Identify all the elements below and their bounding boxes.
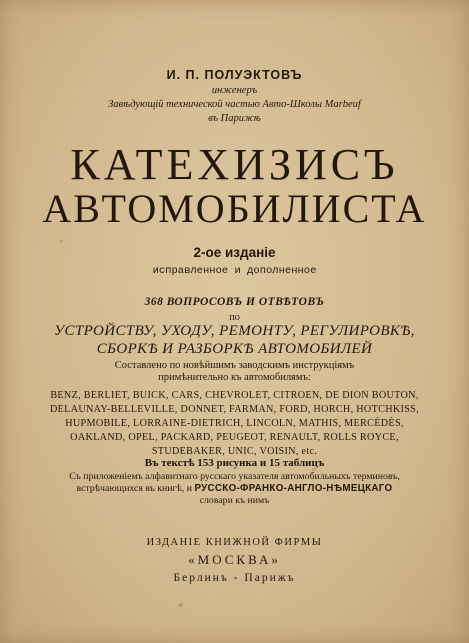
figures-note: Въ текстѣ 153 рисунка и 15 таблицъ <box>144 457 325 469</box>
title-line-2: АВТОМОБИЛИСТА <box>42 186 427 231</box>
paper-stain <box>178 603 183 607</box>
paper-stain <box>60 240 63 243</box>
appendix-line-1: Съ приложеніемъ алфавитнаго русскаго указателя автомобильныхъ терминовъ, <box>69 471 400 482</box>
car-brands-list <box>0 389 469 459</box>
compiled-note-1: Составлено по новѣйшимъ заводскимъ инструкціямъ <box>114 360 355 371</box>
publisher-label: ИЗДАНІЕ КНИЖНОЙ ФИРМЫ <box>146 537 323 548</box>
paper-stain <box>312 468 316 471</box>
appendix-line-2-start: встрѣчающихся въ книгѣ, и <box>76 483 192 494</box>
author-position: Завѣдующій технической частью Авто-Школы Marbeuf <box>108 99 361 110</box>
topics-prefix: по <box>229 312 240 323</box>
questions-count: 368 ВОПРОСОВЪ И ОТВѢТОВЪ <box>144 296 325 308</box>
author-city: въ Парижѣ <box>208 113 261 124</box>
publisher-name: «МОСКВА» <box>188 552 281 567</box>
brands-line: STUDEBAKER, UNIC, VOISIN, etc. <box>151 446 318 457</box>
compiled-note-2: примѣнительно къ автомобилямъ: <box>158 372 311 383</box>
appendix-dictionary-name: РУССКО-ФРАНКО-АНГЛО-НѢМЕЦКАГО <box>194 483 393 494</box>
author-role: инженеръ <box>211 85 258 96</box>
author-name: И. П. ПОЛУЭКТОВЪ <box>166 68 303 82</box>
topics-line-1: УСТРОЙСТВУ, УХОДУ, РЕМОНТУ, РЕГУЛИРОВКѢ, <box>54 323 415 339</box>
edition-note: исправленное и дополненное <box>152 265 317 277</box>
title-line-1: КАТЕХИЗИСЪ <box>70 140 399 189</box>
topics-line-2: СБОРКѢ И РАЗБОРКѢ АВТОМОБИЛЕЙ <box>96 341 373 357</box>
brands-line: HUPMOBILE, LORRAINE-DIETRICH, LINCOLN, MATHIS, MERCÉDÈS, <box>65 418 404 429</box>
appendix-line-2 <box>0 484 469 494</box>
publisher-place: Берлинъ - Парижъ <box>173 572 296 584</box>
brands-line: OAKLAND, OPEL, PACKARD, PEUGEOT, RENAULT, ROLLS ROYCE, <box>70 432 399 443</box>
brands-line: BENZ, BERLIET, BUICK, CARS, CHEVROLET, CITROEN, DE DION BOUTON, <box>50 390 419 401</box>
edition: 2-ое изданіе <box>193 245 276 260</box>
appendix-line-3: словари къ нимъ <box>199 495 270 506</box>
brands-line: DELAUNAY-BELLEVILLE, DONNET, FARMAN, FORD, HORCH, HOTCHKISS, <box>50 404 419 415</box>
